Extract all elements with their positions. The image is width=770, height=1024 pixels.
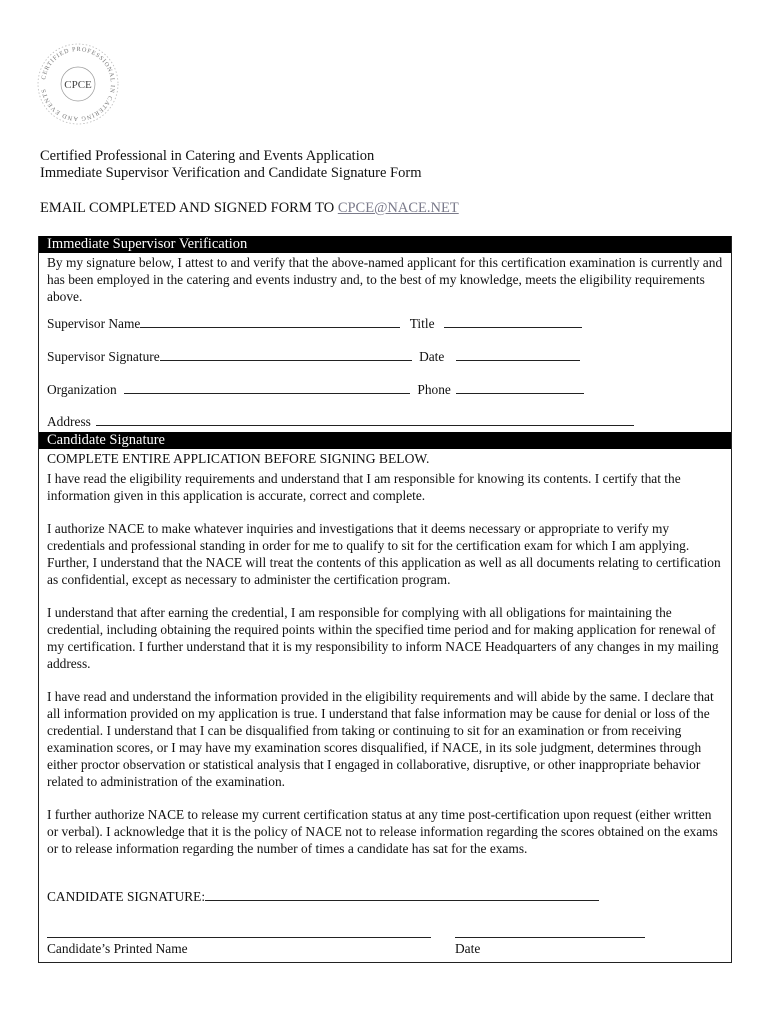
title-label: Title <box>409 316 435 331</box>
candidate-paragraph-2: I authorize NACE to make whatever inquiries and investigations that it deems necessary or appropriate to verify my credentials and professional standing in order for me to qualify to sit for the certification exam for which I am applying. Further, I understand that the NACE will treat the contents of this application as well as all documents relating to certification as confidential, except as necessary to administer the certification program. <box>47 521 721 587</box>
email-instruction-text: EMAIL COMPLETED AND SIGNED FORM TO <box>40 200 338 216</box>
candidate-paragraph-3: I understand that after earning the credential, I am responsible for complying with all obligations for maintaining the credential, including obtaining the required points within the specified time period and for making application for renewal of my certification. I further understand that it is my responsibility to inform NACE Headquarters of any changes in my mailing address. <box>47 605 719 671</box>
form-subtitle: Immediate Supervisor Verification and Candidate Signature Form <box>40 165 422 181</box>
candidate-section-heading: Candidate Signature <box>39 432 731 449</box>
candidate-paragraph-5: I further authorize NACE to release my current certification status at any time post-certification upon request (either written or verbal). I acknowledge that it is the policy of NACE not to release information regarding the scores obtained on the exams or to release information regarding the number of times a candidate has sat for the exams. <box>47 807 718 856</box>
supervisor-signature-field[interactable] <box>160 349 412 361</box>
seal-arc-text: CERTIFIED PROFESSIONAL IN CATERING AND EVENTS <box>40 45 117 123</box>
candidate-date-label: Date <box>455 941 481 956</box>
phone-label: Phone <box>417 382 451 397</box>
supervisor-signature-row <box>47 349 580 365</box>
email-link[interactable]: CPCE@NACE.NET <box>337 200 459 216</box>
supervisor-name-field[interactable] <box>140 316 400 328</box>
form-title: Certified Professional in Catering and Events Application <box>40 148 375 164</box>
organization-row <box>47 382 584 398</box>
candidate-signature-row <box>47 889 599 905</box>
printed-name-label: Candidate’s Printed Name <box>47 941 188 956</box>
supervisor-name-row <box>47 316 582 332</box>
organization-label: Organization <box>47 382 117 397</box>
address-label: Address <box>47 414 91 429</box>
supervisor-date-field[interactable] <box>456 349 580 361</box>
address-field[interactable] <box>96 414 634 426</box>
candidate-signature-section <box>38 432 732 963</box>
supervisor-attestation-text: By my signature below, I attest to and verify that the above-named applicant for this certification examination is currently and has been employed in the catering and events industry and, to the best of my knowledge, meets the eligibility requirements above. <box>47 255 723 304</box>
phone-field[interactable] <box>456 382 584 394</box>
supervisor-section-heading: Immediate Supervisor Verification <box>39 236 731 253</box>
supervisor-name-label: Supervisor Name <box>47 316 141 331</box>
email-instruction <box>40 200 459 217</box>
supervisor-signature-label: Supervisor Signature <box>47 349 160 364</box>
candidate-signature-label: CANDIDATE SIGNATURE: <box>47 889 206 904</box>
complete-application-instruction: COMPLETE ENTIRE APPLICATION BEFORE SIGNING BELOW. <box>47 451 430 466</box>
candidate-paragraph-4: I have read and understand the information provided in the eligibility requirements and will abide by the same. I declare that all information provided on my application is true. I understand that false information may be cause for denial or loss of the credential. I understand that I can be disqualified from taking or continuing to sit for an examination or from receiving examination scores, or I may have my examination scores disqualified, if NACE, in its sole judgment, determines through either proctor observation or statistical analysis that I engaged in collaborative, disruptive, or other inappropriate behavior related to administration of the examination. <box>47 689 714 789</box>
cpce-seal-logo <box>36 42 120 126</box>
title-field[interactable] <box>444 316 582 328</box>
supervisor-verification-section <box>38 236 732 432</box>
candidate-date-field[interactable] <box>455 937 645 938</box>
address-row <box>47 414 634 430</box>
printed-name-field[interactable] <box>47 937 431 938</box>
seal-center-text: CPCE <box>64 79 92 91</box>
candidate-paragraph-1: I have read the eligibility requirements and understand that I am responsible for knowing its contents. I certify that the information given in this application is accurate, correct and complete. <box>47 471 681 503</box>
organization-field[interactable] <box>124 382 410 394</box>
supervisor-date-label: Date <box>419 349 445 364</box>
candidate-signature-field[interactable] <box>205 889 599 901</box>
